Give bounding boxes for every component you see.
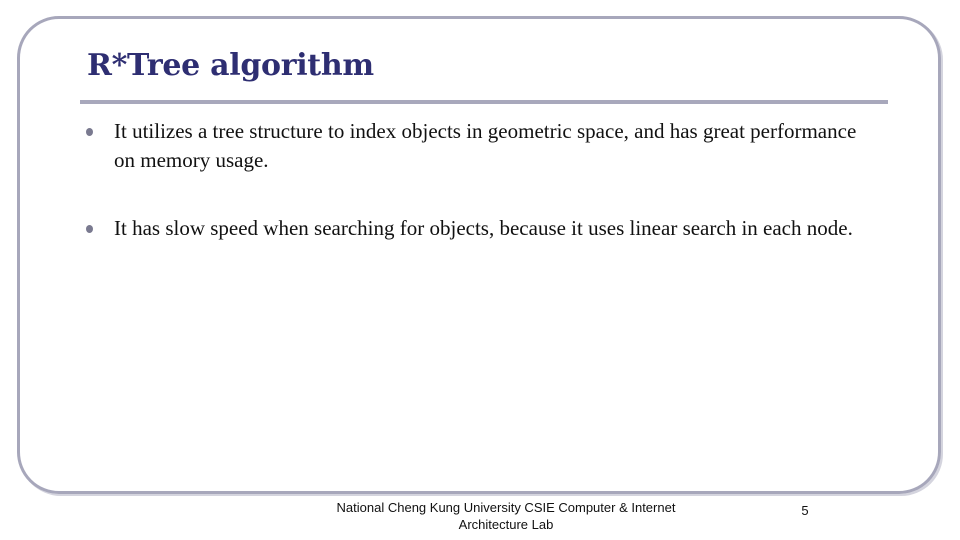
slide-frame (17, 16, 941, 494)
slide-title: R*Tree algorithm (87, 48, 374, 83)
title-underline (80, 100, 888, 104)
bullet-text: It has slow speed when searching for objects, because it uses linear search in each node. (114, 216, 853, 240)
bullet-dot-icon (86, 225, 93, 233)
bullet-list (86, 117, 866, 243)
bullet-item (86, 214, 866, 243)
bullet-item (86, 117, 866, 175)
footer-text: National Cheng Kung University CSIE Computer & Internet Architecture Lab (336, 500, 676, 532)
page-number: 5 (801, 503, 809, 518)
bullet-text: It utilizes a tree structure to index objects in geometric space, and has great performance on memory usage. (114, 119, 857, 172)
bullet-dot-icon (86, 128, 93, 136)
